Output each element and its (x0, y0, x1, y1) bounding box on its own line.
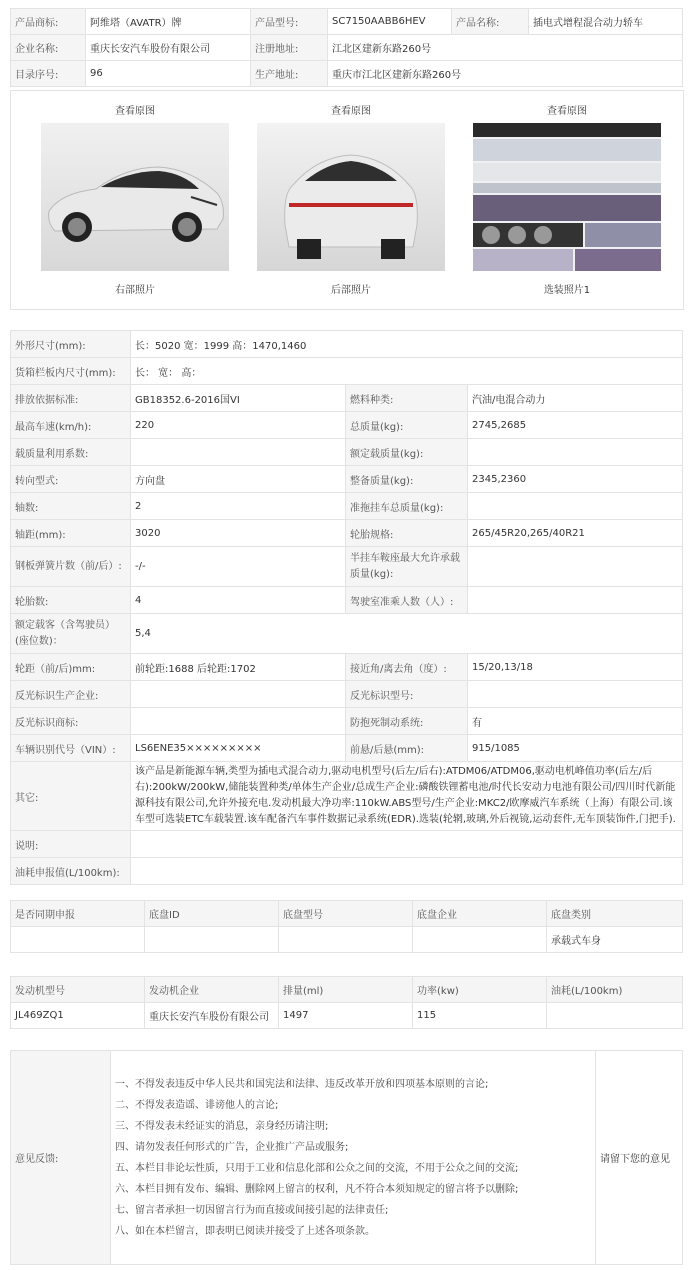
spec-label: 反光标识型号: (346, 681, 468, 708)
label-catalog-no: 目录序号: (11, 61, 86, 87)
chassis-header: 是否同期申报 (11, 901, 145, 927)
spec-label: 最高车速(km/h): (11, 412, 131, 439)
value-cargo-dims: 长： 宽： 高： (131, 358, 683, 385)
feedback-rule: 四、请勿发表任何形式的广告，企业推广产品或服务; (115, 1141, 349, 1153)
spec-value (468, 547, 683, 587)
spec-value (131, 439, 346, 466)
spec-label: 钢板弹簧片数（前/后）: (11, 547, 131, 587)
value-fuel-declared (131, 858, 683, 885)
spec-value: 汽油/电混合动力 (468, 385, 683, 412)
chassis-header: 底盘类别 (547, 901, 683, 927)
value-model: SC7150AABB6HEV (328, 9, 452, 35)
spec-value: 915/1085 (468, 735, 683, 762)
chassis-cell (279, 927, 413, 953)
spec-label: 反光标识生产企业: (11, 681, 131, 708)
spec-value (468, 493, 683, 520)
spec-label: 驾驶室准乘人数（人）: (346, 587, 468, 614)
spec-label: 准拖挂车总质量(kg): (346, 493, 468, 520)
spec-label: 前悬/后悬(mm): (346, 735, 468, 762)
spec-label: 轮距（前/后)mm: (11, 654, 131, 681)
spec-label: 车辆识别代号（VIN）: (11, 735, 131, 762)
view-original-link[interactable]: 查看原图 (115, 106, 155, 117)
photo-option (473, 91, 661, 296)
chassis-cell (413, 927, 547, 953)
feedback-rule: 二、不得发表造谣、诽谤他人的言论; (115, 1099, 279, 1111)
spec-label: 接近角/离去角（度）: (346, 654, 468, 681)
spec-table (10, 330, 683, 885)
chassis-cell (145, 927, 279, 953)
spec-label: 总质量(kg): (346, 412, 468, 439)
feedback-rule: 八、如在本栏留言，即表明已阅读并接受了上述各项条款。 (115, 1225, 375, 1237)
photo-caption-right: 右部照片 (115, 285, 155, 296)
label-fuel-declared: 油耗申报值(L/100km): (11, 858, 131, 885)
right-side-photo[interactable] (41, 123, 229, 271)
spec-value: -/- (131, 547, 346, 587)
feedback-table (10, 1050, 683, 1265)
chassis-header: 底盘型号 (279, 901, 413, 927)
spec-label: 额定载质量(kg): (346, 439, 468, 466)
value-product-name: 插电式增程混合动力轿车 (529, 9, 683, 35)
leave-feedback-link[interactable]: 请留下您的意见 (596, 1051, 683, 1265)
spec-value: 有 (468, 708, 683, 735)
label-note: 说明: (11, 831, 131, 858)
spec-label: 轮胎规格: (346, 520, 468, 547)
spec-value: 前轮距:1688 后轮距:1702 (131, 654, 346, 681)
feedback-rule: 一、不得发表违反中华人民共和国宪法和法律、违反改革开放和四项基本原则的言论; (115, 1078, 489, 1090)
engine-header: 排量(ml) (279, 977, 413, 1003)
label-trademark: 产品商标: (11, 9, 86, 35)
photo-caption-rear: 后部照片 (331, 285, 371, 296)
spec-value: 2 (131, 493, 346, 520)
engine-header: 功率(kw) (413, 977, 547, 1003)
photo-rear (257, 91, 445, 296)
spec-label: 反光标识商标: (11, 708, 131, 735)
chassis-cell (11, 927, 145, 953)
spec-value: 2345,2360 (468, 466, 683, 493)
value-other: 该产品是新能源车辆,类型为插电式混合动力,驱动电机型号(后左/后右):ATDM06/ATDM06,驱动电机峰值功率(后左/后右):200kW/200kW,储能装置种类/单体生产企业/总成生产企业:磷酸铁锂蓄电池/时代长安动力电池有限公司/四川时代新能源科技有限公司,允许外接充电.发动机最大净功率:110kW.ABS型号/生产企业:MKC2/欧摩威汽车系统（上海）有限公司.该车型可选装ETC车载装置.该车配备汽车事件数据记录系统(EDR).选装(轮辋,玻璃,外后视镜,运动套件,无车顶装饰件,门把手). (131, 762, 683, 831)
spec-value: 方向盘 (131, 466, 346, 493)
view-original-link[interactable]: 查看原图 (547, 106, 587, 117)
chassis-header: 底盘ID (145, 901, 279, 927)
photo-caption-option: 选装照片1 (543, 285, 591, 296)
rear-photo[interactable] (257, 123, 445, 271)
spec-value (468, 681, 683, 708)
label-dimensions: 外形尺寸(mm): (11, 331, 131, 358)
view-original-link[interactable]: 查看原图 (331, 106, 371, 117)
spec-label: 轴距(mm): (11, 520, 131, 547)
engine-table (10, 976, 683, 1029)
label-product-name: 产品名称: (452, 9, 529, 35)
spec-label: 整备质量(kg): (346, 466, 468, 493)
basic-info-table (10, 8, 683, 87)
value-trademark: 阿维塔（AVATR）牌 (86, 9, 251, 35)
engine-header: 发动机企业 (145, 977, 279, 1003)
spec-value: LS6ENE35××××××××× (131, 735, 346, 762)
label-other: 其它: (11, 762, 131, 831)
spec-value: GB18352.6-2016国VI (131, 385, 346, 412)
chassis-table (10, 900, 683, 953)
label-cargo-dims: 货箱栏板内尺寸(mm): (11, 358, 131, 385)
engine-header: 发动机型号 (11, 977, 145, 1003)
spec-label: 转向型式: (11, 466, 131, 493)
engine-cell: JL469ZQ1 (11, 1003, 145, 1029)
spec-label: 排放依据标准: (11, 385, 131, 412)
spec-value: 5,4 (131, 614, 683, 654)
engine-cell (547, 1003, 683, 1029)
engine-cell: 重庆长安汽车股份有限公司 (145, 1003, 279, 1029)
spec-value (131, 708, 346, 735)
spec-label: 防抱死制动系统: (346, 708, 468, 735)
value-company: 重庆长安汽车股份有限公司 (86, 35, 251, 61)
spec-value: 4 (131, 587, 346, 614)
feedback-rule: 三、不得发表未经证实的消息，亲身经历请注明; (115, 1120, 329, 1132)
engine-cell: 1497 (279, 1003, 413, 1029)
spec-value: 3020 (131, 520, 346, 547)
spec-value (468, 587, 683, 614)
spec-label: 载质量利用系数: (11, 439, 131, 466)
spec-value: 265/45R20,265/40R21 (468, 520, 683, 547)
chassis-cell: 承载式车身 (547, 927, 683, 953)
spec-value: 2745,2685 (468, 412, 683, 439)
option-photo[interactable] (473, 123, 661, 271)
engine-header: 油耗(L/100km) (547, 977, 683, 1003)
label-prod-address: 生产地址: (251, 61, 328, 87)
spec-value (468, 439, 683, 466)
feedback-rule: 五、本栏目非论坛性质，只用于工业和信息化部和公众之间的交流，不用于公众之间的交流; (115, 1162, 519, 1174)
feedback-rule: 六、本栏目拥有发布、编辑、删除网上留言的权利，凡不符合本须知规定的留言将予以删除; (115, 1183, 519, 1195)
chassis-header: 底盘企业 (413, 901, 547, 927)
value-reg-address: 江北区建新东路260号 (328, 35, 683, 61)
feedback-label: 意见反馈: (11, 1051, 111, 1265)
value-catalog-no: 96 (86, 61, 251, 87)
spec-value: 220 (131, 412, 346, 439)
spec-label: 半挂车鞍座最大允许承载质量(kg): (346, 547, 468, 587)
spec-label: 轴数: (11, 493, 131, 520)
spec-label: 轮胎数: (11, 587, 131, 614)
spec-value (131, 681, 346, 708)
label-reg-address: 注册地址: (251, 35, 328, 61)
spec-label: 额定载客（含驾驶员）(座位数)： (11, 614, 131, 654)
label-model: 产品型号: (251, 9, 328, 35)
spec-value: 15/20,13/18 (468, 654, 683, 681)
photo-panel (10, 90, 684, 310)
spec-label: 燃料种类: (346, 385, 468, 412)
value-note (131, 831, 683, 858)
feedback-rules (111, 1051, 596, 1265)
engine-cell: 115 (413, 1003, 547, 1029)
value-prod-address: 重庆市江北区建新东路260号 (328, 61, 683, 87)
photo-right (41, 91, 229, 296)
feedback-rule: 七、留言者承担一切因留言行为而直接或间接引起的法律责任; (115, 1204, 389, 1216)
value-dimensions: 长：5020 宽：1999 高：1470,1460 (131, 331, 683, 358)
label-company: 企业名称: (11, 35, 86, 61)
